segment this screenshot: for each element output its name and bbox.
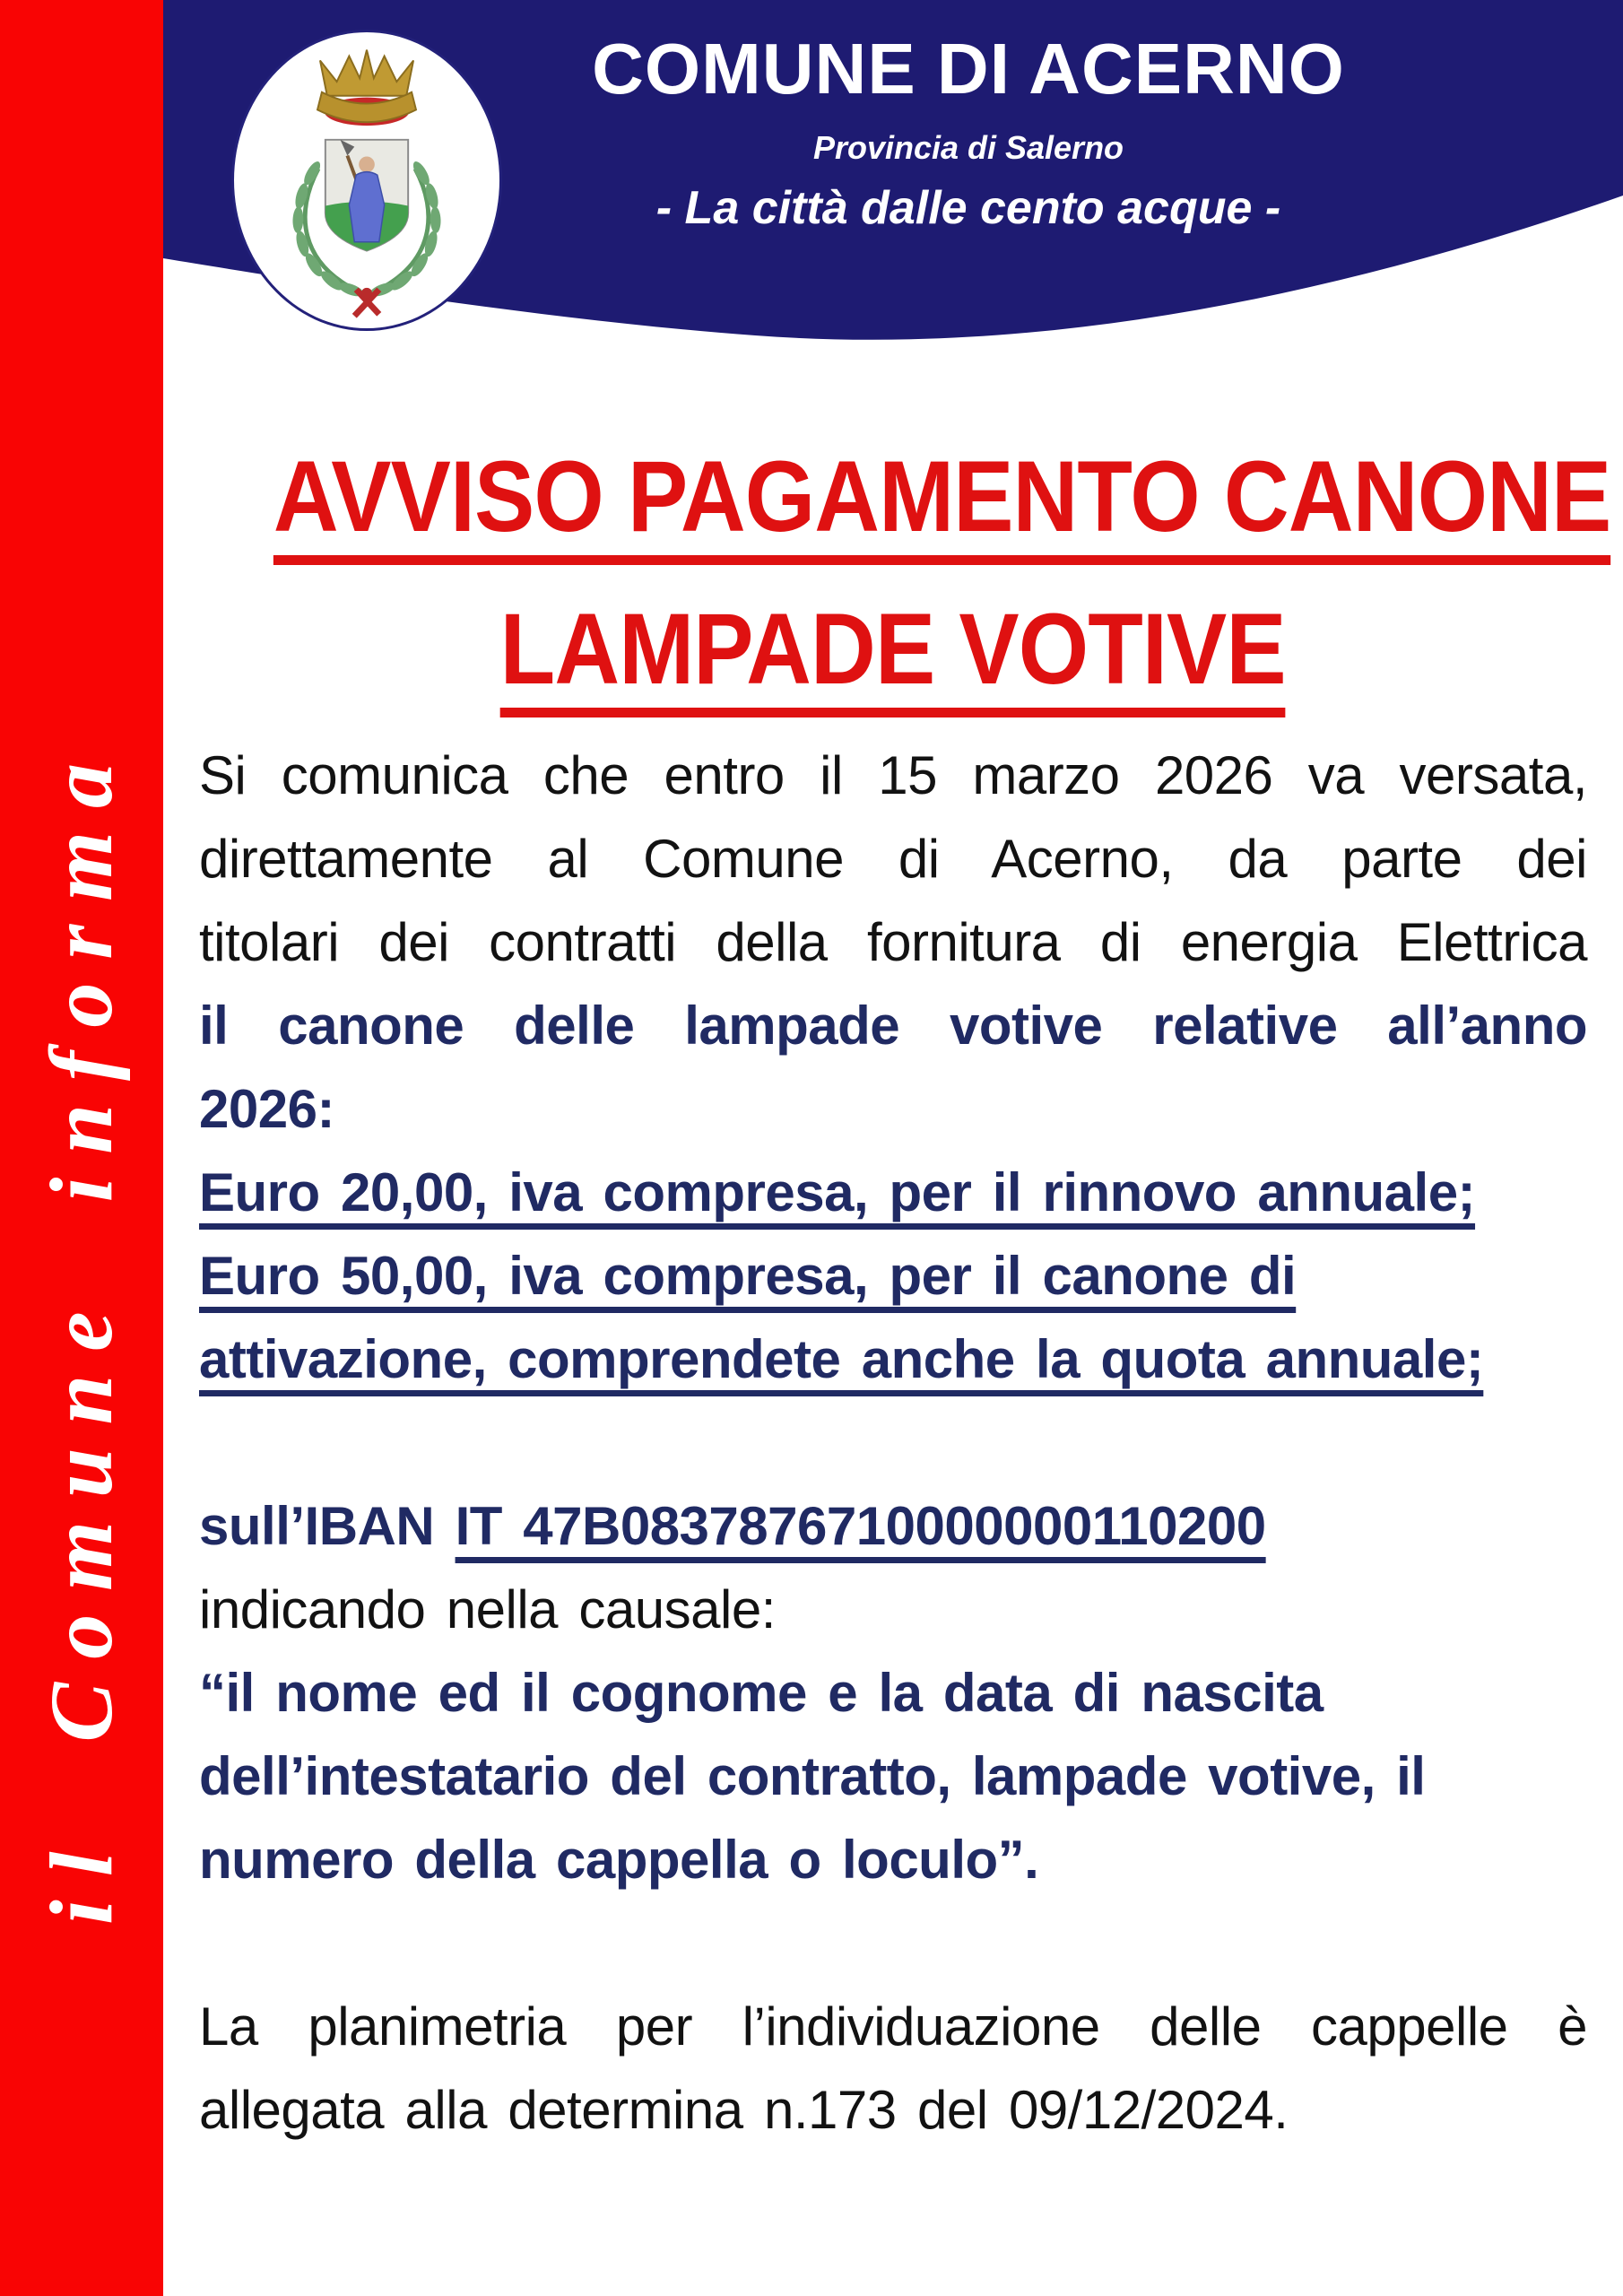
text-segment: Euro 50,00, iva compresa, per il canone di — [199, 1246, 1297, 1306]
text-segment: dell’intestatario del contratto, lampade votive, il — [199, 1746, 1426, 1806]
text-segment: numero della cappella o loculo”. — [199, 1830, 1039, 1890]
notice-title-text-1: AVVISO PAGAMENTO CANONE — [273, 447, 1610, 565]
body-lines — [199, 734, 1587, 2152]
body-line-13 — [199, 1735, 1587, 1818]
body-line-8 — [199, 1318, 1587, 1401]
notice-title — [199, 440, 1611, 752]
province-subtitle: Provincia di Salerno — [812, 128, 1124, 166]
body-line-1 — [199, 734, 1587, 817]
body-line-9 — [199, 1401, 1587, 1484]
notice-title-text-2: LAMPADE VOTIVE — [500, 599, 1286, 718]
text-segment: Si comunica che entro il 15 marzo 2026 va versata, — [199, 745, 1587, 805]
text-segment: titolari dei contratti della fornitura di energia Elettrica — [199, 912, 1587, 972]
text-segment: La planimetria per l’individuazione delle cappelle è — [199, 1996, 1587, 2057]
coat-of-arms-icon — [234, 32, 499, 328]
body-line-10 — [199, 1484, 1587, 1568]
text-segment: il canone delle lampade votive relative all’anno — [199, 996, 1587, 1056]
body-line-14 — [199, 1818, 1587, 1901]
text-segment: indicando nella causale: — [199, 1579, 776, 1639]
body-line-6 — [199, 1151, 1587, 1234]
municipality-name: COMUNE DI ACERNO — [592, 29, 1345, 109]
shield-icon — [325, 140, 408, 251]
body-line-11 — [199, 1568, 1587, 1651]
body-line-17 — [199, 2068, 1587, 2152]
side-slogan: il Comune informa — [31, 739, 132, 1925]
side-slogan-wrap — [0, 242, 163, 2296]
text-segment: IT 47B0837876710000000110200 — [455, 1496, 1266, 1556]
body-line-15 — [199, 1901, 1587, 1985]
text-segment: allegata alla determina n.173 del 09/12/2024. — [199, 2080, 1289, 2140]
notice-title-line-2 — [199, 593, 1587, 718]
body-line-3 — [199, 900, 1587, 984]
text-segment: sull’IBAN — [199, 1496, 456, 1556]
body-line-4 — [199, 984, 1587, 1067]
text-segment: attivazione, comprendete anche la quota annuale; — [199, 1329, 1484, 1389]
text-segment: direttamente al Comune di Acerno, da parte dei — [199, 829, 1587, 889]
body-line-7 — [199, 1234, 1587, 1318]
text-segment: “il nome ed il cognome e la data di nascita — [199, 1663, 1324, 1723]
text-segment: 2026: — [199, 1079, 334, 1139]
city-motto: - La città dalle cento acque - — [655, 181, 1281, 234]
crown-icon — [317, 50, 416, 126]
header-text-block — [502, 29, 1435, 235]
text-segment: Euro 20,00, iva compresa, per il rinnovo annuale; — [199, 1162, 1476, 1222]
body-line-2 — [199, 817, 1587, 900]
notice-title-line-1 — [199, 440, 1611, 565]
body-line-12 — [199, 1651, 1587, 1735]
body-line-16 — [199, 1985, 1587, 2068]
municipality-logo — [231, 30, 502, 331]
body-line-5 — [199, 1067, 1587, 1151]
